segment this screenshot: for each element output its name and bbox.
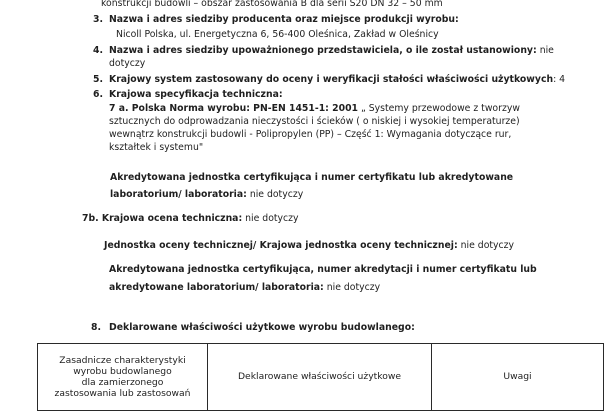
- section-4-value: nie: [539, 45, 554, 56]
- section-6-title: Krajowa specyfikacja techniczna:: [109, 89, 283, 100]
- section-8-title: Deklarowane właściwości użytkowe wyrobu budowlanego:: [109, 322, 415, 333]
- section-7a-desc-3: wewnątrz konstrukcji budowli - Polipropylen (PP) – Część 1: Wymagania dotyczące rur,: [109, 129, 512, 140]
- assessment-unit-line: [104, 240, 514, 251]
- section-3-title: Nazwa i adres siedziby producenta oraz miejsce produkcji wyrobu:: [109, 14, 459, 25]
- range-line: konstrukcji budowli – obszar zastosowania B dla serii S20 DN 32 – 50 mm: [101, 0, 443, 9]
- section-3-number: 3.: [93, 14, 104, 25]
- section-4-value-cont: dotyczy: [109, 58, 146, 69]
- accredited-body-1-line: [110, 189, 303, 200]
- section-7a-desc-4: kształtek i systemu": [109, 142, 204, 153]
- accredited-body-2-line: [109, 282, 380, 293]
- section-7b-value: nie dotyczy: [242, 213, 299, 224]
- accredited-lab-2-label: akredytowane laboratorium/ laboratoria:: [109, 282, 324, 293]
- section-7a-title: 7 a. Polska Norma wyrobu: PN-EN 1451-1: 2001: [109, 103, 359, 114]
- section-5-title: Krajowy system zastosowany do oceny i weryfikacji stałości właściwości użytkowych: [109, 74, 554, 85]
- section-6-number: 6.: [93, 89, 104, 100]
- section-4-title: Nazwa i adres siedziby upoważnionego przedstawiciela, o ile został ustanowiony:: [109, 45, 537, 56]
- header-line: Zasadnicze charakterystyki: [59, 354, 186, 366]
- section-7a-desc: „ Systemy przewodowe z tworzyw: [358, 103, 520, 114]
- header-declared-properties: [208, 344, 432, 411]
- header-line: zastosowania lub zastosowań: [54, 388, 191, 400]
- accredited-lab-1-value: nie dotyczy: [246, 189, 304, 200]
- header-line: dla zamierzonego: [81, 377, 164, 388]
- header-line: Deklarowane właściwości użytkowe: [237, 371, 402, 383]
- properties-table: [37, 343, 604, 411]
- section-5-number: 5.: [93, 74, 104, 85]
- section-7b-line: [82, 213, 299, 224]
- section-4-number: 4.: [93, 45, 104, 56]
- accredited-lab-1-label: laboratorium/ laboratoria:: [110, 189, 247, 200]
- accredited-lab-2-value: nie dotyczy: [323, 282, 381, 293]
- section-7a-line: [109, 103, 520, 114]
- table-header-row: [38, 344, 604, 411]
- accredited-body-2-title: Akredytowana jednostka certyfikująca, numer akredytacji i numer certyfikatu lub: [109, 264, 537, 275]
- section-4-line: [109, 45, 554, 56]
- section-5-value: : 4: [553, 74, 566, 85]
- accredited-body-1-title: Akredytowana jednostka certyfikująca i numer certyfikatu lub akredytowane: [110, 172, 514, 183]
- assessment-unit-value: nie dotyczy: [457, 240, 515, 251]
- header-line: wyrobu budowlanego: [73, 365, 172, 377]
- header-line: Uwagi: [503, 371, 532, 383]
- section-3-value: Nicoll Polska, ul. Energetyczna 6, 56-400 Oleśnica, Zakład w Oleśnicy: [116, 29, 439, 40]
- section-7b-title: 7b. Krajowa ocena techniczna:: [82, 213, 243, 224]
- header-essential-characteristics: [38, 344, 208, 411]
- section-5-line: [109, 74, 565, 85]
- assessment-unit-title: Jednostka oceny technicznej/ Krajowa jednostka oceny technicznej:: [104, 240, 458, 251]
- header-remarks: [432, 344, 604, 411]
- section-8-number: 8.: [91, 322, 102, 333]
- section-7a-desc-2: sztucznych do odprowadzania nieczystości i ścieków ( o niskiej i wysokiej temperaturze): [109, 116, 520, 127]
